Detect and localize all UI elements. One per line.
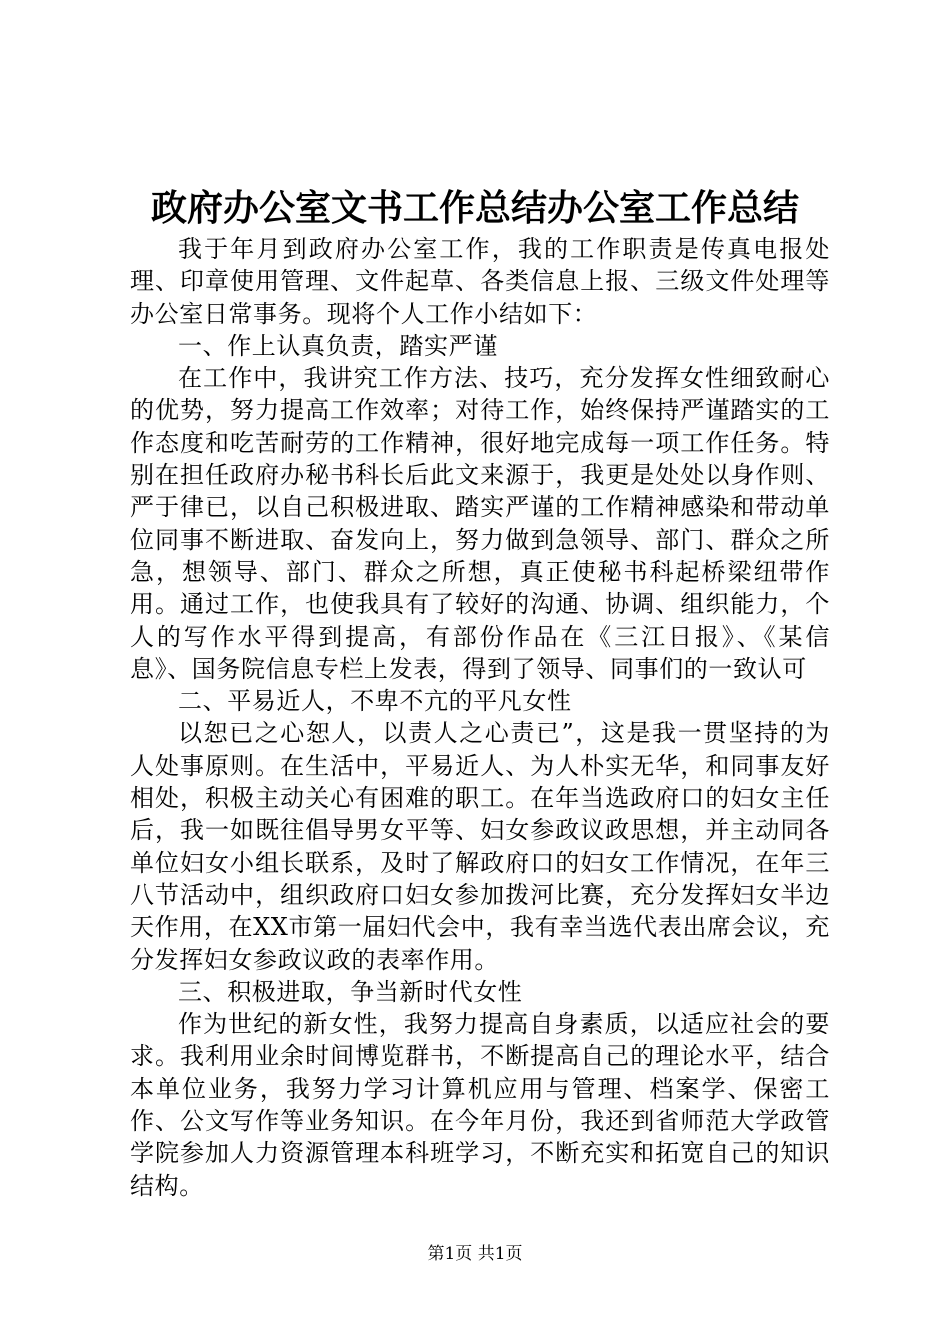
section-body-2: 以恕已之心恕人，以责人之心责已”，这是我一贯坚持的为人处事原则。在生活中，平易近人、为人朴实无华，和同事友好相处，积极主动关心有困难的职工。在年当选政府口的妇女主任后，我一如既往倡导男女平等、妇女参政议政思想，并主动同各单位妇女小组长联系，及时了解政府口的妇女工作情况，在年三八节活动中，组织政府口妇女参加拨河比赛，充分发挥妇女半边天作用，在XX市第一届妇代会中，我有幸当选代表出席会议，充分发挥妇女参政议政的表率作用。 — [130, 719, 830, 974]
section-body-3: 作为世纪的新女性，我努力提高自身素质，以适应社会的要求。我利用业余时间博览群书，不断提高自己的理论水平，结合本单位业务，我努力学习计算机应用与管理、档案学、保密工作、公文写作等业务知识。在今年月份，我还到省师范大学政管学院参加人力资源管理本科班学习，不断充实和拓宽自己的知识结构。 — [130, 1010, 830, 1200]
page-footer: 第1页 共1页 — [427, 1244, 523, 1264]
document-title: 政府办公室文书工作总结办公室工作总结 — [150, 187, 799, 229]
section-heading-3: 三、积极进取，争当新时代女性 — [178, 977, 523, 1006]
section-heading-2: 二、平易近人，不卑不亢的平凡女性 — [178, 687, 572, 716]
section-body-1: 在工作中，我讲究工作方法、技巧，充分发挥女性细致耐心的优势，努力提高工作效率；对待工作，始终保持严谨踏实的工作态度和吃苦耐劳的工作精神，很好地完成每一项工作任务。特别在担任政府办秘书科长后此文来源于，我更是处处以身作则、严于律已，以自己积极进取、踏实严谨的工作精神感染和带动单位同事不断进取、奋发向上，努力做到急领导、部门、群众之所急，想领导、部门、群众之所想，真正使秘书科起桥梁纽带作用。通过工作，也使我具有了较好的沟通、协调、组织能力，个人的写作水平得到提高，有部份作品在《三江日报》、《某信息》、国务院信息专栏上发表，得到了领导、同事们的一致认可 — [130, 364, 830, 683]
section-heading-1: 一、作上认真负责，踏实严谨 — [178, 331, 498, 360]
intro-paragraph: 我于年月到政府办公室工作，我的工作职责是传真电报处理、印章使用管理、文件起草、各类信息上报、三级文件处理等办公室日常事务。现将个人工作小结如下： — [130, 235, 830, 328]
document-body — [130, 233, 830, 1202]
